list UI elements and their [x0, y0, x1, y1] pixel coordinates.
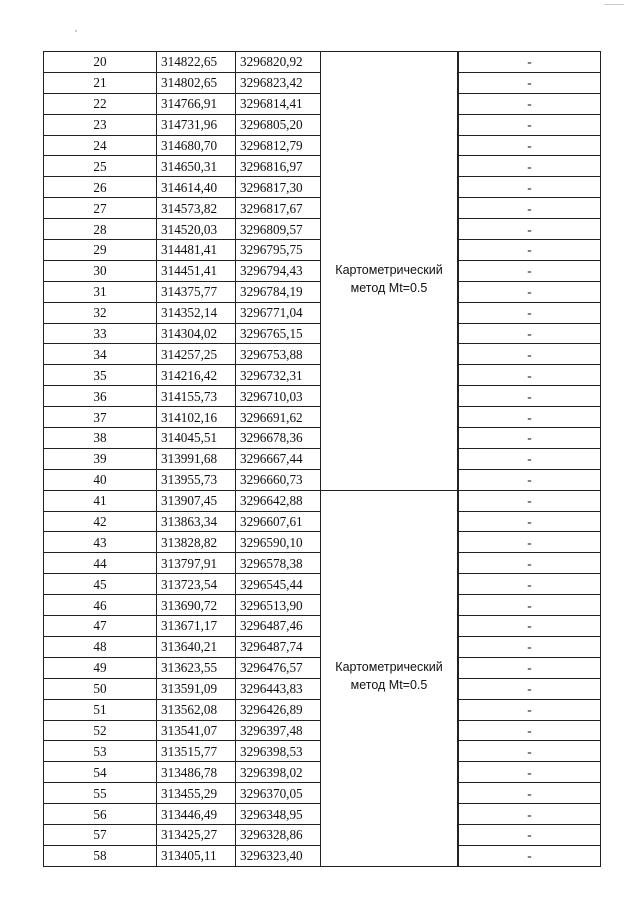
point-number-cell: 52	[44, 720, 157, 741]
y-coordinate-cell: 3296809,57	[236, 219, 321, 240]
method-cell	[321, 804, 458, 825]
accuracy-value-cell: -	[459, 386, 601, 407]
accuracy-value-cell: -	[459, 240, 601, 261]
accuracy-value-cell: -	[459, 114, 601, 135]
method-cell	[321, 428, 458, 449]
table-row	[44, 824, 601, 845]
method-cell	[321, 386, 458, 407]
y-coordinate-cell: 3296590,10	[236, 532, 321, 553]
x-coordinate-cell: 314304,02	[157, 323, 236, 344]
method-cell	[321, 574, 458, 595]
y-coordinate-cell: 3296753,88	[236, 344, 321, 365]
y-coordinate-cell: 3296795,75	[236, 240, 321, 261]
accuracy-value-cell: -	[459, 260, 601, 281]
x-coordinate-cell: 314520,03	[157, 219, 236, 240]
x-coordinate-cell: 314216,42	[157, 365, 236, 386]
x-coordinate-cell: 313562,08	[157, 699, 236, 720]
x-coordinate-cell: 313640,21	[157, 636, 236, 657]
method-cell	[321, 448, 458, 469]
x-coordinate-cell: 314731,96	[157, 114, 236, 135]
accuracy-value-cell: -	[459, 407, 601, 428]
method-cell	[321, 699, 458, 720]
point-number-cell: 41	[44, 490, 157, 511]
method-cell	[321, 323, 458, 344]
accuracy-value-cell: -	[459, 490, 601, 511]
x-coordinate-cell: 314352,14	[157, 302, 236, 323]
point-number-cell: 33	[44, 323, 157, 344]
method-cell	[321, 198, 458, 219]
x-coordinate-cell: 313863,34	[157, 511, 236, 532]
table-row	[44, 845, 601, 866]
point-number-cell: 30	[44, 260, 157, 281]
y-coordinate-cell: 3296805,20	[236, 114, 321, 135]
method-cell	[321, 469, 458, 490]
y-coordinate-cell: 3296794,43	[236, 260, 321, 281]
method-cell	[321, 762, 458, 783]
point-number-cell: 44	[44, 553, 157, 574]
accuracy-value-cell: -	[459, 636, 601, 657]
method-cell	[321, 344, 458, 365]
table-row	[44, 783, 601, 804]
table-row	[44, 114, 601, 135]
accuracy-value-cell: -	[459, 574, 601, 595]
table-row	[44, 365, 601, 386]
point-number-cell: 21	[44, 72, 157, 93]
x-coordinate-cell: 313446,49	[157, 804, 236, 825]
point-number-cell: 53	[44, 741, 157, 762]
table-row	[44, 386, 601, 407]
y-coordinate-cell: 3296578,38	[236, 553, 321, 574]
accuracy-value-cell: -	[459, 678, 601, 699]
table-row	[44, 553, 601, 574]
method-cell	[321, 783, 458, 804]
x-coordinate-cell: 314257,25	[157, 344, 236, 365]
method-cell	[321, 720, 458, 741]
accuracy-value-cell: -	[459, 720, 601, 741]
accuracy-value-cell: -	[459, 595, 601, 616]
y-coordinate-cell: 3296710,03	[236, 386, 321, 407]
accuracy-value-cell: -	[459, 323, 601, 344]
table-row	[44, 344, 601, 365]
accuracy-value-cell: -	[459, 762, 601, 783]
y-coordinate-cell: 3296607,61	[236, 511, 321, 532]
point-number-cell: 26	[44, 177, 157, 198]
method-cell	[321, 156, 458, 177]
y-coordinate-cell: 3296771,04	[236, 302, 321, 323]
method-cell	[321, 511, 458, 532]
y-coordinate-cell: 3296812,79	[236, 135, 321, 156]
point-number-cell: 31	[44, 281, 157, 302]
point-number-cell: 32	[44, 302, 157, 323]
y-coordinate-cell: 3296426,89	[236, 699, 321, 720]
x-coordinate-cell: 313797,91	[157, 553, 236, 574]
accuracy-value-cell: -	[459, 845, 601, 866]
table-row	[44, 720, 601, 741]
y-coordinate-cell: 3296817,30	[236, 177, 321, 198]
x-coordinate-cell: 313991,68	[157, 448, 236, 469]
table-row	[44, 135, 601, 156]
y-coordinate-cell: 3296398,02	[236, 762, 321, 783]
x-coordinate-cell: 314650,31	[157, 156, 236, 177]
table-row	[44, 407, 601, 428]
method-label: Картометрический метод Mt=0.5	[335, 263, 443, 296]
y-coordinate-cell: 3296816,97	[236, 156, 321, 177]
accuracy-value-cell: -	[459, 344, 601, 365]
accuracy-value-cell: -	[459, 783, 601, 804]
table-row	[44, 804, 601, 825]
accuracy-value-cell: -	[459, 428, 601, 449]
table-row	[44, 469, 601, 490]
accuracy-value-cell: -	[459, 824, 601, 845]
table-row	[44, 93, 601, 114]
method-cell	[321, 741, 458, 762]
point-number-cell: 40	[44, 469, 157, 490]
point-number-cell: 57	[44, 824, 157, 845]
table-row	[44, 616, 601, 637]
accuracy-value-cell: -	[459, 699, 601, 720]
table-row	[44, 323, 601, 344]
accuracy-value-cell: -	[459, 177, 601, 198]
x-coordinate-cell: 314045,51	[157, 428, 236, 449]
y-coordinate-cell: 3296476,57	[236, 657, 321, 678]
y-coordinate-cell: 3296487,74	[236, 636, 321, 657]
method-cell	[321, 302, 458, 323]
point-number-cell: 28	[44, 219, 157, 240]
point-number-cell: 20	[44, 52, 157, 73]
point-number-cell: 46	[44, 595, 157, 616]
y-coordinate-cell: 3296820,92	[236, 52, 321, 73]
x-coordinate-cell: 313425,27	[157, 824, 236, 845]
point-number-cell: 25	[44, 156, 157, 177]
y-coordinate-cell: 3296397,48	[236, 720, 321, 741]
point-number-cell: 34	[44, 344, 157, 365]
x-coordinate-cell: 313907,45	[157, 490, 236, 511]
table-row	[44, 52, 601, 73]
x-coordinate-cell: 314451,41	[157, 260, 236, 281]
table-row	[44, 72, 601, 93]
x-coordinate-cell: 314802,65	[157, 72, 236, 93]
method-cell	[321, 177, 458, 198]
accuracy-value-cell: -	[459, 93, 601, 114]
method-cell	[321, 657, 458, 693]
point-number-cell: 58	[44, 845, 157, 866]
x-coordinate-cell: 314102,16	[157, 407, 236, 428]
method-cell	[321, 240, 458, 261]
x-coordinate-cell: 313541,07	[157, 720, 236, 741]
y-coordinate-cell: 3296513,90	[236, 595, 321, 616]
x-coordinate-cell: 314481,41	[157, 240, 236, 261]
x-coordinate-cell: 313690,72	[157, 595, 236, 616]
point-number-cell: 27	[44, 198, 157, 219]
accuracy-value-cell: -	[459, 135, 601, 156]
method-cell	[321, 532, 458, 553]
x-coordinate-cell: 314766,91	[157, 93, 236, 114]
accuracy-value-cell: -	[459, 448, 601, 469]
method-cell	[321, 135, 458, 156]
method-cell	[321, 553, 458, 574]
table-row	[44, 302, 601, 323]
y-coordinate-cell: 3296732,31	[236, 365, 321, 386]
method-cell	[321, 636, 458, 657]
y-coordinate-cell: 3296348,95	[236, 804, 321, 825]
x-coordinate-cell: 313955,73	[157, 469, 236, 490]
point-number-cell: 48	[44, 636, 157, 657]
point-number-cell: 43	[44, 532, 157, 553]
table-row	[44, 156, 601, 177]
table-row	[44, 511, 601, 532]
point-number-cell: 37	[44, 407, 157, 428]
method-cell	[321, 52, 458, 73]
method-cell	[321, 72, 458, 93]
accuracy-value-cell: -	[459, 156, 601, 177]
x-coordinate-cell: 313828,82	[157, 532, 236, 553]
point-number-cell: 56	[44, 804, 157, 825]
x-coordinate-cell: 313723,54	[157, 574, 236, 595]
y-coordinate-cell: 3296328,86	[236, 824, 321, 845]
point-number-cell: 54	[44, 762, 157, 783]
coordinates-table	[43, 51, 601, 867]
x-coordinate-cell: 314822,65	[157, 52, 236, 73]
point-number-cell: 38	[44, 428, 157, 449]
y-coordinate-cell: 3296784,19	[236, 281, 321, 302]
x-coordinate-cell: 314155,73	[157, 386, 236, 407]
accuracy-value-cell: -	[459, 52, 601, 73]
table-row	[44, 240, 601, 261]
x-coordinate-cell: 314614,40	[157, 177, 236, 198]
y-coordinate-cell: 3296370,05	[236, 783, 321, 804]
y-coordinate-cell: 3296691,62	[236, 407, 321, 428]
method-label: Картометрический метод Mt=0.5	[335, 660, 443, 693]
method-cell	[321, 219, 458, 240]
y-coordinate-cell: 3296642,88	[236, 490, 321, 511]
accuracy-value-cell: -	[459, 219, 601, 240]
table-row	[44, 699, 601, 720]
y-coordinate-cell: 3296817,67	[236, 198, 321, 219]
method-cell	[321, 824, 458, 845]
accuracy-value-cell: -	[459, 657, 601, 678]
accuracy-value-cell: -	[459, 741, 601, 762]
table-row	[44, 657, 601, 678]
x-coordinate-cell: 313405,11	[157, 845, 236, 866]
y-coordinate-cell: 3296323,40	[236, 845, 321, 866]
x-coordinate-cell: 313623,55	[157, 657, 236, 678]
accuracy-value-cell: -	[459, 365, 601, 386]
y-coordinate-cell: 3296398,53	[236, 741, 321, 762]
point-number-cell: 50	[44, 678, 157, 699]
x-coordinate-cell: 314375,77	[157, 281, 236, 302]
point-number-cell: 45	[44, 574, 157, 595]
y-coordinate-cell: 3296765,15	[236, 323, 321, 344]
table-row	[44, 574, 601, 595]
table-row	[44, 490, 601, 511]
point-number-cell: 47	[44, 616, 157, 637]
table-row	[44, 762, 601, 783]
accuracy-value-cell: -	[459, 511, 601, 532]
accuracy-value-cell: -	[459, 553, 601, 574]
table-row	[44, 741, 601, 762]
point-number-cell: 49	[44, 657, 157, 678]
table-row	[44, 636, 601, 657]
point-number-cell: 51	[44, 699, 157, 720]
point-number-cell: 39	[44, 448, 157, 469]
table-row	[44, 428, 601, 449]
table-row	[44, 177, 601, 198]
y-coordinate-cell: 3296545,44	[236, 574, 321, 595]
y-coordinate-cell: 3296443,83	[236, 678, 321, 699]
x-coordinate-cell: 313486,78	[157, 762, 236, 783]
point-number-cell: 35	[44, 365, 157, 386]
x-coordinate-cell: 313591,09	[157, 678, 236, 699]
table-row	[44, 198, 601, 219]
table-row	[44, 595, 601, 616]
accuracy-value-cell: -	[459, 532, 601, 553]
accuracy-value-cell: -	[459, 616, 601, 637]
x-coordinate-cell: 313455,29	[157, 783, 236, 804]
point-number-cell: 29	[44, 240, 157, 261]
x-coordinate-cell: 314680,70	[157, 135, 236, 156]
x-coordinate-cell: 314573,82	[157, 198, 236, 219]
y-coordinate-cell: 3296678,36	[236, 428, 321, 449]
accuracy-value-cell: -	[459, 72, 601, 93]
method-cell	[321, 93, 458, 114]
method-cell	[321, 114, 458, 135]
accuracy-value-cell: -	[459, 804, 601, 825]
y-coordinate-cell: 3296660,73	[236, 469, 321, 490]
point-number-cell: 36	[44, 386, 157, 407]
x-coordinate-cell: 313515,77	[157, 741, 236, 762]
y-coordinate-cell: 3296487,46	[236, 616, 321, 637]
y-coordinate-cell: 3296814,41	[236, 93, 321, 114]
table-row	[44, 532, 601, 553]
table-row	[44, 260, 601, 281]
y-coordinate-cell: 3296667,44	[236, 448, 321, 469]
point-number-cell: 24	[44, 135, 157, 156]
method-cell	[321, 407, 458, 428]
accuracy-value-cell: -	[459, 281, 601, 302]
accuracy-value-cell: -	[459, 198, 601, 219]
point-number-cell: 42	[44, 511, 157, 532]
method-cell	[321, 845, 458, 866]
method-cell	[321, 260, 458, 296]
method-cell	[321, 595, 458, 616]
point-number-cell: 22	[44, 93, 157, 114]
table-row	[44, 448, 601, 469]
point-number-cell: 55	[44, 783, 157, 804]
x-coordinate-cell: 313671,17	[157, 616, 236, 637]
table-row	[44, 219, 601, 240]
method-cell	[321, 616, 458, 637]
method-cell	[321, 490, 458, 511]
accuracy-value-cell: -	[459, 302, 601, 323]
y-coordinate-cell: 3296823,42	[236, 72, 321, 93]
point-number-cell: 23	[44, 114, 157, 135]
method-cell	[321, 365, 458, 386]
accuracy-value-cell: -	[459, 469, 601, 490]
